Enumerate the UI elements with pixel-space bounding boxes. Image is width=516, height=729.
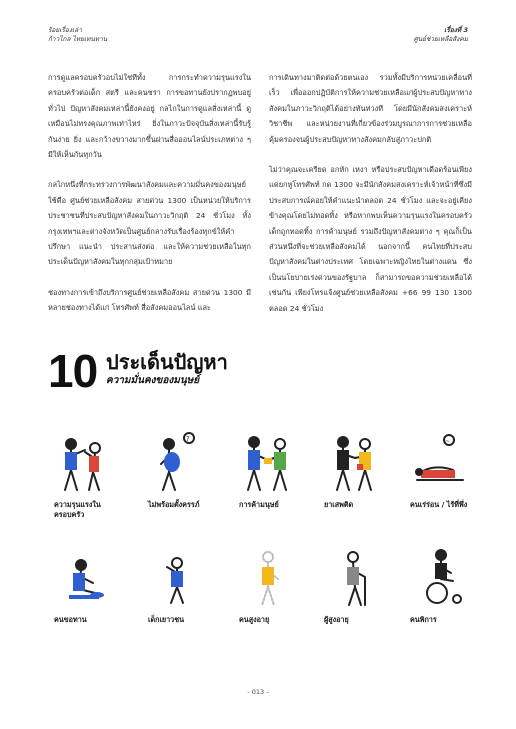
issue-human-trafficking (225, 430, 313, 510)
issue-disabled (396, 545, 484, 625)
svg-text:~: ~ (445, 438, 451, 445)
body-paragraph: ไม่ว่าคุณจะเครียด อกหัก เหงา หรือประสบปัญหาเดือดร้อนเพียงแค่ยกหูโทรศัพท์ กด 1300 จะมีนักสังคมสงเคราะห์เจ้าหน้าที่ซึ่งมีประสบการณ์คอยให้คำแนะนำตลอด 24 ชั่วโมง และจะอยู่เคียงข้างคุณโดยไม่ทอดทิ้ง หรือหากพบเห็นความรุนแรงในครอบครัว เด็กถูกทอดทิ้ง การค้ามนุษย์ รวมถึงปัญหาสังคมต่าง ๆ คุณก็เป็นส่วนหนึ่งที่จะช่วยเหลือสังคมได้ นอกจากนี้ คนไทยที่ประสบปัญหาสังคมในต่างประเทศ โดยเฉพาะหญิงไทยในต่างแดน ซึ่งเป็นนโยบายเร่งด่วนของรัฐบาล ก็สามารถขอความช่วยเหลือได้เช่นกัน เพียงโทรแจ้งศูนย์ช่วยเหลือสังคม +66 99 130 1300 ตลอด 24 ชั่วโมง (269, 165, 472, 313)
issue-youth (134, 545, 222, 625)
unready-pregnancy-icon (143, 430, 213, 496)
section-number: 10 (48, 345, 98, 397)
running-header-right (414, 26, 468, 44)
body-paragraph: ช่องทางการเข้าถึงบริการศูนย์ช่วยเหลือสังคม สายด่วน 1300 มีหลายช่องทางได้แก่ โทรศัพท์ สื่อสังคมออนไลน์ และ (48, 287, 251, 313)
beggar-icon (49, 545, 119, 611)
domestic-violence-icon (49, 430, 119, 496)
homeless-icon (405, 430, 475, 496)
body-paragraph: การเดินทางมาติดต่อด้วยตนเอง รวมทั้งมีบริการหน่วยเคลื่อนที่เร็ว เพื่อออกปฏิบัติการให้ความช่วยเหลือแก่ผู้ประสบปัญหาทางสังคมในภาวะวิกฤติได้อย่างทันท่วงที โดยมีนักสังคมสงเคราะห์วิชาชีพ และหน่วยงานที่เกี่ยวข้องร่วมบูรณาการการช่วยเหลือคุ้มครองจนผู้ประสบปัญหาทางสังคมกลับสู่ภาวะปกติ (269, 73, 472, 144)
issue-unready-pregnancy (134, 430, 222, 510)
issue-label: ยาเสพติด (324, 500, 354, 509)
issue-label: เด็กเยาวชน (148, 615, 185, 624)
body-paragraph: การดูแลครอบครัวอบไม่ใช่ทีทั้ง การกระทำความรุนแรงในครอบครัวต่อเด็ก สตรี และคนชรา การขอทานยังปรากฏพบอยู่ทั่วไป ปัญหาสังคมเหล่านี้ยังคงอยู่ กลไกในการดูแลสิ่งเหล่านี้ ดูเหมือนไม่ทรงคุณภาพเท่าไหร่ ยิ่งในภาวะปัจจุบันสิ่งเหล่านี้รับรู้กันง่าย ยิ่ง และกว้างขวางมากขึ้นผ่านสื่อออนไลน์ประเภทต่าง ๆ มีให้เห็นกันทุกวัน (48, 73, 251, 160)
disabled-icon (405, 545, 475, 611)
issue-label: คนเร่ร่อน / ไร้ที่พึ่ง (410, 500, 468, 509)
body-column-left (48, 70, 251, 331)
body-paragraph: กลไกหนึ่งที่กระทรวงการพัฒนาสังคมและความมั่นคงของมนุษย์ใช้คือ ศูนย์ช่วยเหลือสังคม สายด่วน 1300 เป็นหน่วยให้บริการประชาชนที่ประสบปัญหาสังคมในภาวะวิกฤติ 24 ชั่วโมง ทั้งกรุงเทพฯและต่างจังหวัดเป็นศูนย์กลางรับเรื่องร้องทุกข์ให้คำปรึกษา แนะนำ ประสานส่งต่อ และให้ความช่วยเหลือในทุกประเด็นปัญหาสังคมในทุกกลุ่มเป้าหมาย (48, 180, 251, 267)
issue-label: คนสูงอายุ (239, 615, 270, 624)
drugs-icon (319, 430, 389, 496)
header-story-number: เรื่องที่ 3 (444, 26, 468, 34)
issue-label: คนขอทาน (54, 615, 87, 624)
section-title: ประเด็นปัญหา (106, 350, 228, 374)
page-number: - 013 - (247, 688, 269, 696)
senior-icon (319, 545, 389, 611)
header-story-title: ศูนย์ช่วยเหลือสังคม (413, 35, 468, 43)
issue-domestic-violence (40, 430, 128, 520)
issue-beggar (40, 545, 128, 625)
issue-elderly (225, 545, 313, 625)
section-subtitle: ความมั่นคงของมนุษย์ (106, 375, 200, 386)
issue-label: คนพิการ (410, 615, 437, 624)
issue-label: ผู้สูงอายุ (324, 615, 349, 624)
elderly-icon (234, 545, 304, 611)
issue-label: การค้ามนุษย์ (239, 500, 279, 509)
issue-label: ความรุนแรงในครอบครัว (54, 500, 101, 519)
issue-label: ไม่พร้อมตั้งครรภ์ (148, 500, 200, 509)
header-book-title: ร้อยเรื่องเล่า (48, 26, 82, 34)
issue-senior (310, 545, 398, 625)
youth-icon (143, 545, 213, 611)
svg-text:?: ? (186, 435, 190, 443)
body-column-right (269, 70, 472, 331)
issue-homeless (396, 430, 484, 510)
human-trafficking-icon (234, 430, 304, 496)
header-book-subtitle: ก้าวไกล ไทยเทนทาน (48, 35, 108, 43)
issue-drugs (310, 430, 398, 510)
running-header-left (48, 26, 107, 44)
